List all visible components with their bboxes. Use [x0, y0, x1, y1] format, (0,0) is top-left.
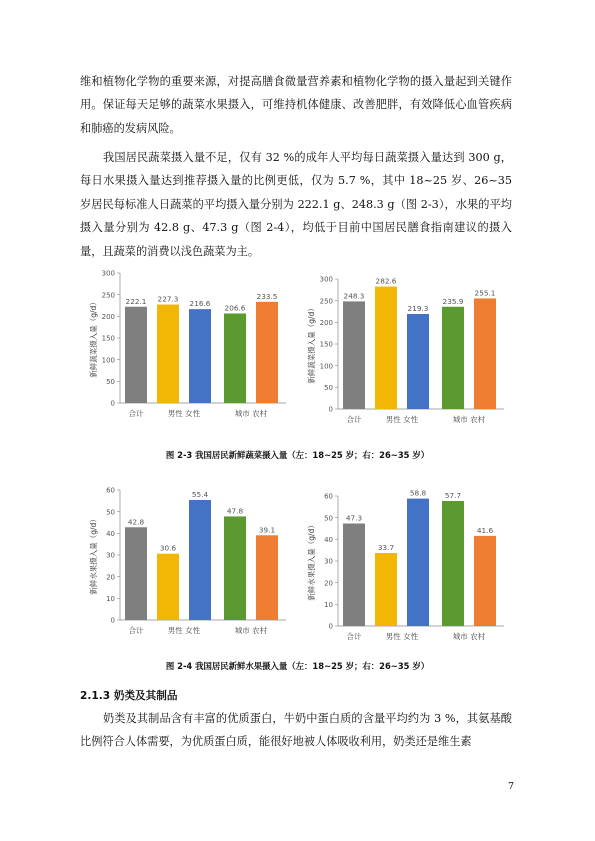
- y-axis-label: 新鲜蔬菜摄入量（g/d）: [307, 304, 316, 384]
- y-axis-label: 新鲜水果摄入量（g/d）: [307, 521, 316, 601]
- y-tick-label: 200: [319, 318, 333, 327]
- data-label: 39.1: [258, 525, 276, 535]
- bar-男性: [157, 554, 179, 620]
- y-tick-label: 40: [324, 535, 333, 544]
- data-label: 235.9: [442, 296, 464, 306]
- data-label: 282.6: [375, 276, 397, 286]
- y-tick-label: 0: [110, 399, 115, 408]
- bar-城市: [442, 501, 464, 626]
- figure-caption-2-4: 图 2-4 我国居民新鲜水果摄入量（左：18~25 岁；右：26~35 岁）: [165, 661, 430, 671]
- y-tick-label: 250: [319, 297, 333, 306]
- y-tick-label: 20: [106, 573, 115, 582]
- y-tick-label: 40: [106, 529, 115, 538]
- data-label: 41.6: [476, 525, 494, 535]
- bar-农村: [256, 302, 278, 403]
- x-category-label: 男性 女性: [167, 409, 201, 418]
- y-tick-label: 30: [106, 551, 115, 560]
- y-tick-label: 0: [110, 616, 115, 625]
- bar-女性: [407, 314, 429, 409]
- chart-svg: [88, 482, 288, 642]
- bar-合计: [343, 301, 365, 409]
- bar-男性: [157, 305, 179, 403]
- bar-男性: [375, 287, 397, 409]
- bar-农村: [474, 536, 496, 626]
- data-label: 248.3: [343, 291, 365, 301]
- y-tick-label: 200: [101, 312, 115, 321]
- data-label: 47.3: [345, 513, 363, 523]
- y-tick-label: 100: [101, 356, 115, 365]
- bar-女性: [189, 500, 211, 620]
- data-label: 57.7: [444, 490, 462, 500]
- data-label: 233.5: [256, 291, 278, 301]
- data-label: 206.6: [224, 303, 246, 313]
- y-tick-label: 250: [101, 291, 115, 300]
- y-axis-label: 新鲜水果摄入量（g/d）: [89, 515, 98, 595]
- bar-女性: [189, 309, 211, 403]
- x-category-label: 合计: [128, 409, 144, 418]
- bar-合计: [343, 524, 365, 626]
- chart-svg: [306, 488, 506, 648]
- bar-城市: [442, 307, 464, 409]
- bar-合计: [125, 527, 147, 620]
- data-label: 227.3: [157, 294, 179, 304]
- data-label: 47.8: [226, 506, 244, 516]
- x-category-label: 合计: [346, 632, 362, 641]
- y-tick-label: 0: [328, 622, 333, 631]
- section-heading: 2.1.3 奶类及其制品: [80, 690, 178, 702]
- bar-农村: [474, 298, 496, 409]
- y-tick-label: 150: [101, 334, 115, 343]
- y-tick-label: 50: [324, 383, 333, 392]
- bar-合计: [125, 307, 147, 403]
- intro-paragraph: 维和植物化学物的重要来源，对提高膳食微量营养素和植物化学物的摄入量起到关键作用。保证每天足够的蔬菜水果摄入，可维持机体健康、改善肥胖，有效降低心血管疾病和肺癌的发病风险。: [80, 75, 512, 135]
- data-label: 222.1: [125, 296, 147, 306]
- y-tick-label: 10: [106, 594, 115, 603]
- x-category-label: 城市 农村: [452, 632, 486, 641]
- y-tick-label: 50: [106, 377, 115, 386]
- y-tick-label: 300: [101, 269, 115, 278]
- y-tick-label: 50: [324, 514, 333, 523]
- body-paragraph-vegetable-intake: 我国居民蔬菜摄入量不足，仅有 32 %的成年人平均每日蔬菜摄入量达到 300 g，每日水果摄入量达到推荐摄入量的比例更低，仅为 5.7 %，其中 18~25 岁、26~35 岁居民每标准人日蔬菜的平均摄入量分别为 222.1 g、248.3 g（图 2-3），水果的平均摄入量分别为 42.8 g、47.3 g（图 2-4），均低于目前中国居民膳食指南建议的摄入量，且蔬菜的消费以浅色蔬菜为主。: [80, 151, 512, 258]
- bar-男性: [375, 553, 397, 626]
- y-tick-label: 150: [319, 340, 333, 349]
- y-tick-label: 60: [324, 492, 333, 501]
- y-tick-label: 300: [319, 275, 333, 284]
- y-tick-label: 0: [328, 405, 333, 414]
- data-label: 219.3: [407, 303, 429, 313]
- y-tick-label: 50: [106, 508, 115, 517]
- y-tick-label: 20: [324, 579, 333, 588]
- data-label: 33.7: [377, 542, 395, 552]
- x-category-label: 合计: [128, 626, 144, 635]
- chart-fruit-18-25: [88, 482, 288, 642]
- y-tick-label: 100: [319, 362, 333, 371]
- data-label: 58.8: [409, 488, 427, 498]
- chart-svg: [88, 265, 288, 425]
- figure-caption-2-3: 图 2-3 我国居民新鲜蔬菜摄入量（左：18~25 岁；右：26~35 岁）: [165, 450, 430, 460]
- y-tick-label: 10: [324, 600, 333, 609]
- x-category-label: 城市 农村: [452, 415, 486, 424]
- x-category-label: 城市 农村: [234, 626, 268, 635]
- data-label: 42.8: [127, 517, 145, 527]
- bar-城市: [224, 516, 246, 620]
- bar-城市: [224, 313, 246, 403]
- x-category-label: 男性 女性: [167, 626, 201, 635]
- chart-vegetable-18-25: [88, 265, 288, 425]
- data-label: 55.4: [191, 489, 209, 499]
- y-tick-label: 30: [324, 557, 333, 566]
- x-category-label: 合计: [346, 415, 362, 424]
- page-number: 7: [508, 781, 515, 792]
- body-paragraph-dairy: 奶类及其制品含有丰富的优质蛋白，牛奶中蛋白质的含量平均约为 3 %，其氨基酸比例符合人体需要，为优质蛋白质，能很好地被人体吸收利用，奶类还是维生素: [80, 712, 512, 749]
- chart-fruit-26-35: [306, 488, 506, 648]
- bar-女性: [407, 499, 429, 626]
- chart-vegetable-26-35: [306, 271, 506, 431]
- x-category-label: 男性 女性: [385, 632, 419, 641]
- data-label: 255.1: [474, 288, 496, 298]
- bar-农村: [256, 535, 278, 620]
- chart-svg: [306, 271, 506, 431]
- y-tick-label: 60: [106, 486, 115, 495]
- y-axis-label: 新鲜蔬菜摄入量（g/d）: [89, 298, 98, 378]
- data-label: 30.6: [159, 543, 177, 553]
- x-category-label: 男性 女性: [385, 415, 419, 424]
- data-label: 216.6: [189, 299, 211, 309]
- x-category-label: 城市 农村: [234, 409, 268, 418]
